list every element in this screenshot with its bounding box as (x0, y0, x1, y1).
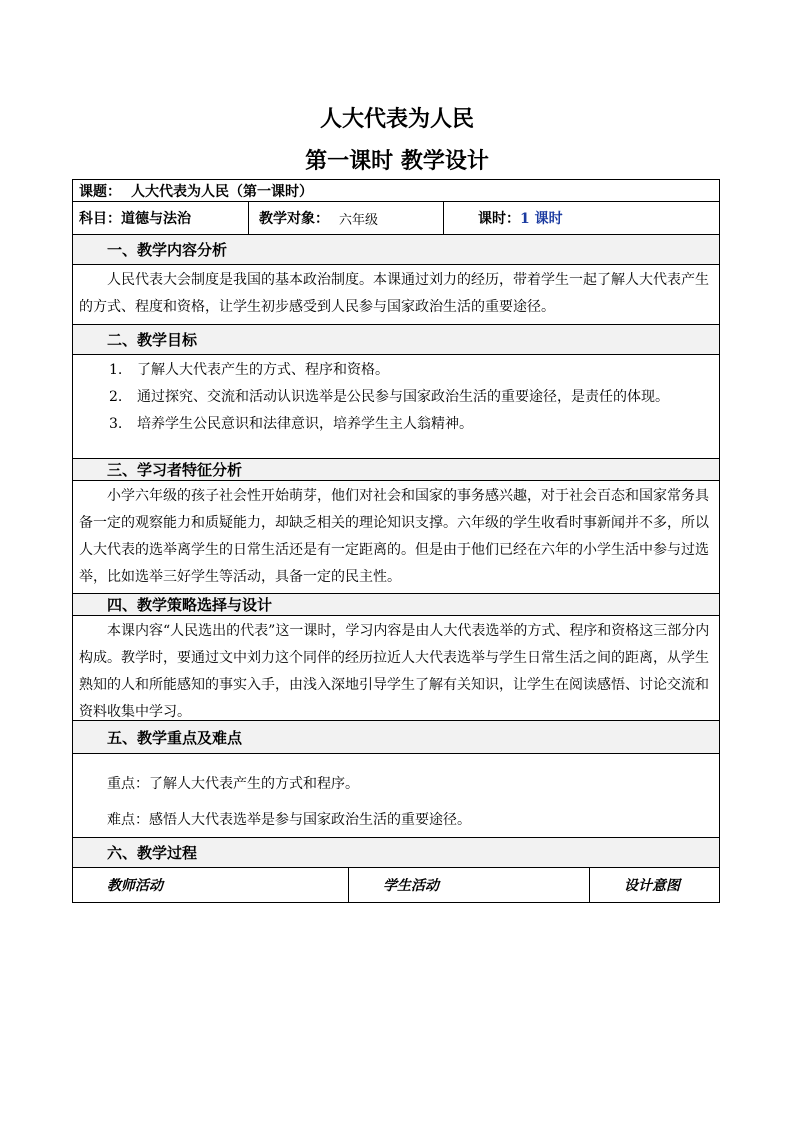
list-text: 了解人大代表产生的方式、程序和资格。 (137, 362, 389, 378)
section-title: 五、教学重点及难点 (107, 728, 243, 747)
section-title: 一、教学内容分析 (107, 241, 228, 259)
column-header-student: 学生活动 (349, 868, 590, 902)
section-paragraph: 人民代表大会制度是我国的基本政治制度。本课通过刘力的经历，带着学生一起了解人大代表产生的方式、程度和资格，让学生初步感受到人民参与国家政治生活的重要途径。 (79, 272, 709, 315)
subject-row (73, 202, 719, 235)
subject-value: 道德与法治 (121, 211, 191, 227)
topic-row (73, 180, 719, 202)
section-paragraph: 小学六年级的孩子社会性开始萌芽，他们对社会和国家的事务感兴趣，对于社会百态和国家常务具备一定的观察能力和质疑能力，却缺乏相关的理论知识支撑。六年级的学生收看时事新闻并不多，所以人大代表的选举离学生的日常生活还是有一定距离的。但是由于他们已经在六年的小学生活中参与过选举，比如选举三好学生等活动，具备一定的民主性。 (79, 488, 709, 585)
section-content-analysis-header (73, 235, 719, 265)
audience-value: 六年级 (339, 212, 379, 228)
section-strategy-header (73, 594, 719, 616)
difficult-point: 难点：感悟人大代表选举是参与国家政治生活的重要途径。 (107, 812, 471, 828)
section-process-header (73, 838, 719, 868)
section-title: 六、教学过程 (107, 844, 198, 862)
period-value: 1 课时 (520, 211, 563, 227)
section-objectives-body (73, 355, 719, 459)
audience-label: 教学对象： (259, 211, 329, 227)
topic-label: 课题： (79, 183, 121, 200)
list-text: 通过探究、交流和活动认识选举是公民参与国家政治生活的重要途径，是责任的体现。 (137, 389, 669, 405)
doc-subtitle: 第一课时 教学设计 (305, 148, 489, 174)
list-number: 3. (109, 416, 123, 432)
section-objectives-header (73, 325, 719, 355)
doc-title: 人大代表为人民 (319, 106, 474, 132)
list-number: 2. (109, 389, 123, 405)
list-item (83, 384, 713, 411)
section-title: 四、教学策略选择与设计 (107, 596, 273, 614)
list-item (83, 411, 713, 438)
column-header-teacher: 教师活动 (73, 868, 349, 902)
key-point: 重点：了解人大代表产生的方式和程序。 (107, 776, 359, 792)
list-text: 培养学生公民意识和法律意识，培养学生主人翁精神。 (137, 416, 473, 432)
period-label: 课时： (478, 211, 520, 227)
section-title: 三、学习者特征分析 (107, 461, 243, 479)
column-header-intent: 设计意图 (624, 878, 680, 894)
section-paragraph: 本课内容“人民选出的代表”这一课时，学习内容是由人大代表选举的方式、程序和资格这三部分内构成。教学时，要通过文中刘力这个同伴的经历拉近人大代表选举与学生日常生活之间的距离，从学生熟知的人和所能感知的事实入手，由浅入深地引导学生了解有关知识，让学生在阅读感悟、讨论交流和资料收集中学习。 (79, 623, 710, 720)
section-learner-analysis-body (73, 481, 719, 594)
section-keypoints-header (73, 721, 719, 754)
section-title: 二、教学目标 (107, 331, 198, 349)
process-table-header (73, 868, 719, 902)
list-item (83, 357, 713, 384)
lesson-plan-table (72, 179, 720, 903)
section-learner-analysis-header (73, 459, 719, 481)
topic-value: 人大代表为人民（第一课时） (131, 183, 313, 200)
list-number: 1. (109, 362, 123, 378)
section-keypoints-body (73, 754, 719, 838)
section-strategy-body (73, 616, 719, 721)
subject-label: 科目： (79, 211, 121, 227)
section-content-analysis-body (73, 265, 719, 325)
